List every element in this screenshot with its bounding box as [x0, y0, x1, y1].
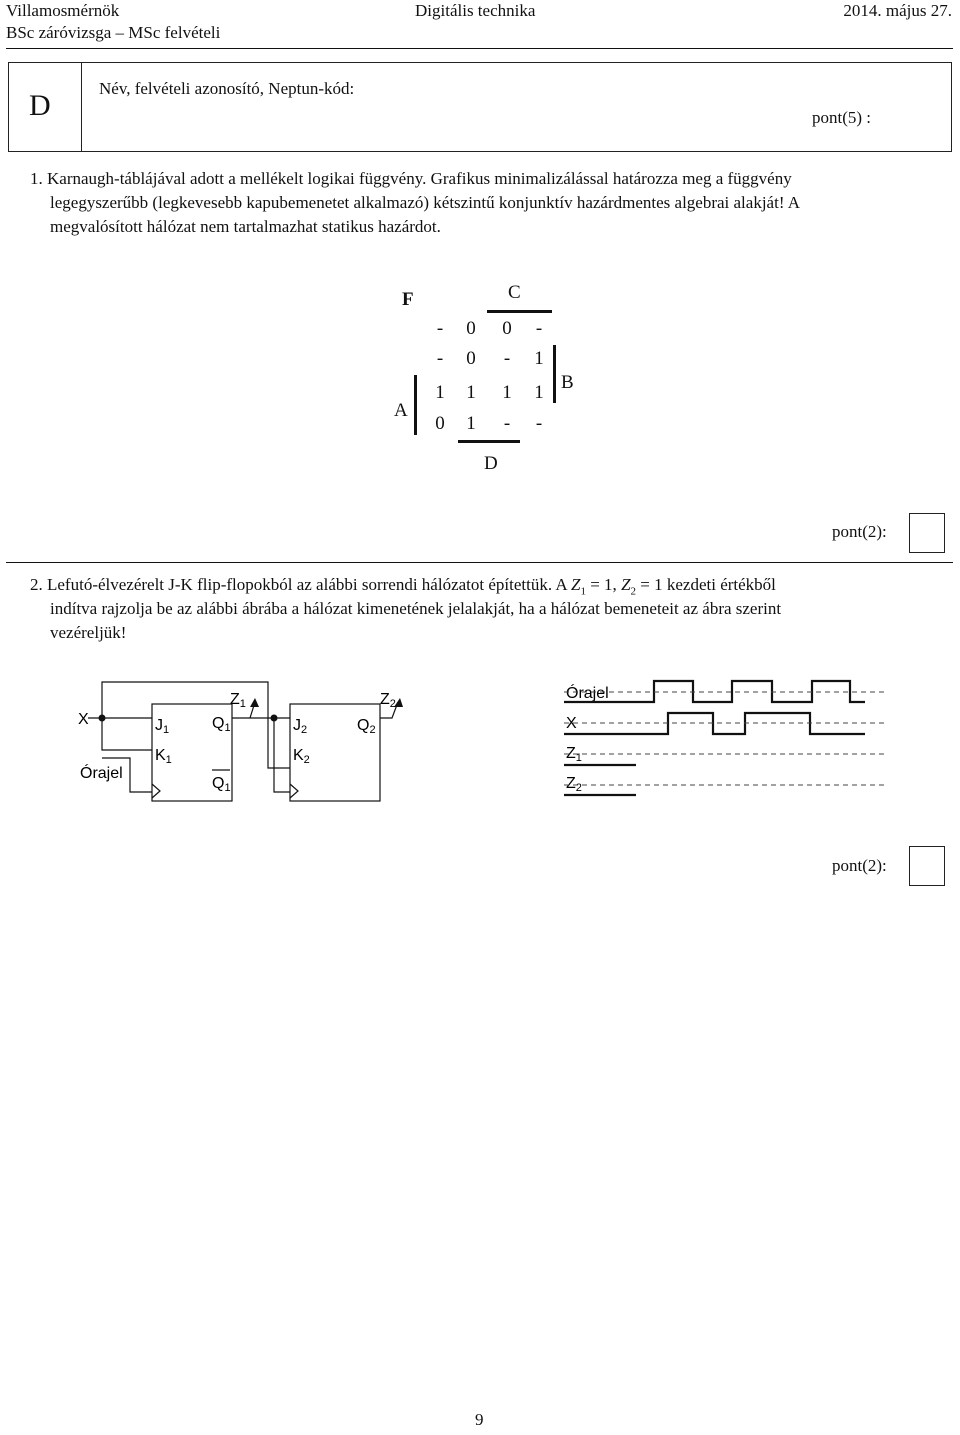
- ff2-q-label: Q2: [357, 717, 376, 736]
- name-box-score: pont(5) :: [812, 108, 872, 127]
- var-z1: Z: [571, 575, 581, 594]
- ff2-clock-wire: [274, 718, 290, 792]
- q2-line-3: vezéreljük!: [50, 623, 127, 642]
- var-z1-sub: 1: [580, 585, 586, 598]
- q2-line-2: indítva rajzolja be az alábbi ábrába a hálózat kimenetének jelalakját, ha a hálózat bemeneteit az ábra szerint: [50, 599, 782, 618]
- kmap-cell: -: [436, 348, 444, 369]
- q2-text-eq2: = 1 kezdeti értékből: [636, 575, 776, 594]
- name-field-label: Név, felvételi azonosító, Neptun-kód:: [99, 79, 355, 98]
- q1-junction-dot: [271, 715, 278, 722]
- ff1-clock-triangle: [152, 784, 160, 798]
- kmap-cell: -: [535, 413, 543, 434]
- kmap-var-b: B: [561, 372, 574, 393]
- kmap-cell: -: [503, 348, 511, 369]
- ff1-q-label: Q1: [212, 715, 231, 734]
- q1-line-2: legegyszerűbb (legkevesebb kapubemenetet alkalmazó) kétszintű konjunktív hazárdmentes algebrai alakját! A: [50, 193, 801, 212]
- kmap-cell: 1: [502, 382, 512, 403]
- kmap-var-d: D: [484, 453, 498, 474]
- kmap-cell: 0: [466, 348, 476, 369]
- timing-diagram: [560, 676, 890, 798]
- kmap-cell: 1: [534, 348, 544, 369]
- q1-rule: [6, 562, 953, 563]
- q1-line-3: megvalósított hálózat nem tartalmazhat statikus hazárdot.: [50, 217, 441, 236]
- header-program: Villamosmérnök: [6, 1, 120, 20]
- timing-z2-label: Z2: [566, 775, 582, 794]
- timing-x-label: X: [566, 715, 577, 732]
- q1-score-box[interactable]: [909, 513, 945, 553]
- q2-text-eq1: = 1,: [585, 575, 622, 594]
- circuit-clock-label: Órajel: [80, 765, 123, 782]
- q2-text: 2. Lefutó-élvezérelt J-K flip-flopokból az alábbi sorrendi hálózatot építettük. A: [30, 575, 571, 594]
- x-feedback-wire: [102, 682, 290, 768]
- kmap-cell: -: [436, 318, 444, 339]
- kmap-function-label: F: [402, 289, 414, 310]
- ff2-k-label: K2: [293, 747, 310, 766]
- k1-wire: [102, 718, 152, 750]
- kmap-cell: 1: [435, 382, 445, 403]
- ff1-qn-label: Q1: [212, 775, 231, 794]
- kmap-bar-c: [487, 310, 552, 313]
- timing-z1-label: Z1: [566, 745, 582, 764]
- kmap-cell: -: [535, 318, 543, 339]
- ff1-k-label: K1: [155, 747, 172, 766]
- kmap-cell: -: [503, 413, 511, 434]
- q2-score-label: pont(2):: [832, 856, 887, 875]
- timing-clock-label: Órajel: [566, 685, 609, 702]
- var-z2: Z: [621, 575, 631, 594]
- x-junction-dot: [99, 715, 106, 722]
- ff2-clock-triangle: [290, 784, 298, 798]
- z2-output-label: Z2: [380, 691, 396, 710]
- z1-arrow-icon: [250, 698, 259, 707]
- header-exam: BSc záróvizsga – MSc felvételi: [6, 23, 221, 42]
- ff2-j-label: J2: [293, 717, 308, 736]
- kmap-cell: 1: [466, 382, 476, 403]
- kmap-cell: 1: [466, 413, 476, 434]
- q1-score-label: pont(2):: [832, 522, 887, 541]
- z1-output-label: Z1: [230, 691, 246, 710]
- header-subject: Digitális technika: [415, 1, 536, 20]
- version-letter: D: [29, 89, 51, 122]
- kmap-bar-d: [458, 440, 520, 443]
- q1-line-1: 1. Karnaugh-táblájával adott a mellékelt logikai függvény. Grafikus minimalizálással határozza meg a függvény: [30, 169, 792, 188]
- name-box: [8, 62, 952, 152]
- jk-circuit-diagram: [70, 680, 430, 810]
- kmap-bar-b: [553, 345, 556, 403]
- page-number: 9: [475, 1410, 484, 1429]
- kmap-var-a: A: [394, 400, 408, 421]
- ff1-j-label: J1: [155, 717, 170, 736]
- kmap-bar-a: [414, 375, 417, 435]
- var-z2-sub: 2: [630, 585, 637, 598]
- q2-score-box[interactable]: [909, 846, 945, 886]
- kmap-cell: 0: [466, 318, 476, 339]
- kmap-cell: 0: [502, 318, 512, 339]
- kmap-var-c: C: [508, 282, 521, 303]
- header-rule: [6, 48, 953, 49]
- circuit-x-label: X: [78, 711, 89, 728]
- kmap-cell: 1: [534, 382, 544, 403]
- kmap-cell: 0: [435, 413, 445, 434]
- header-date: 2014. május 27.: [843, 1, 952, 20]
